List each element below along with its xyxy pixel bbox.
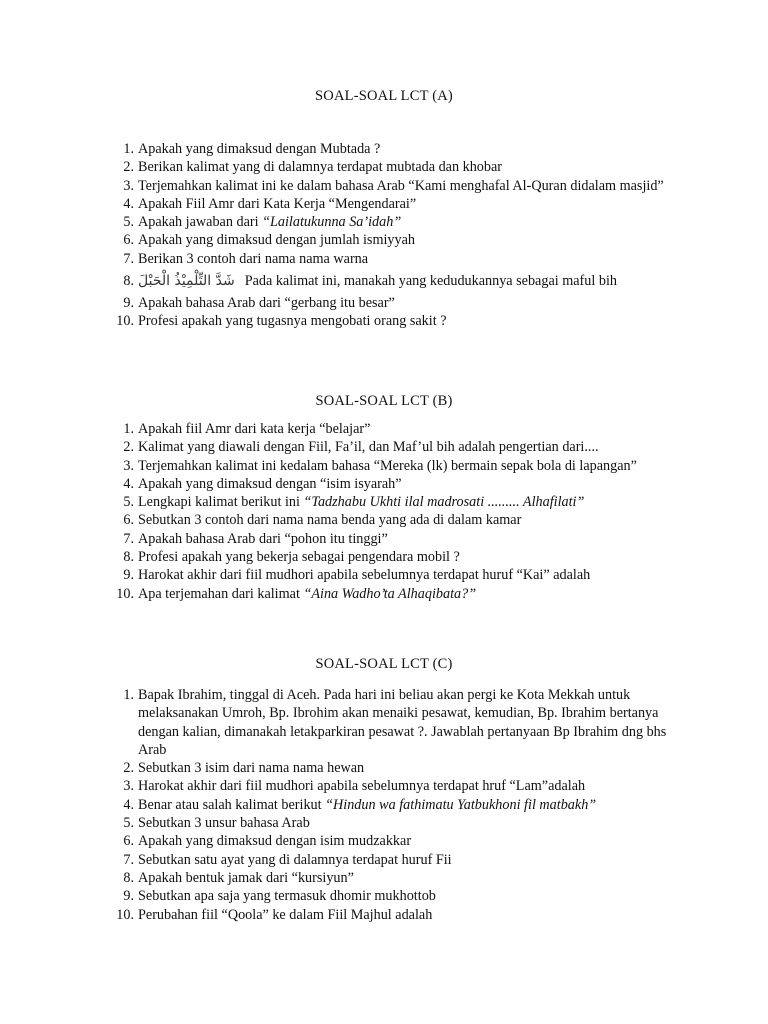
list-item: [110, 906, 670, 924]
question-text: Terjemahkan kalimat ini ke dalam bahasa Arab “Kami menghafal Al-Quran didalam masjid”: [138, 177, 664, 194]
question-text: Sebutkan apa saja yang termasuk dhomir mukhottob: [138, 888, 436, 905]
question-number: 7.: [123, 530, 134, 547]
section-title: SOAL-SOAL LCT (C): [315, 656, 453, 672]
question-text: Berikan kalimat yang di dalamnya terdapat mubtada dan khobar: [138, 159, 503, 176]
question-number: 4.: [123, 195, 134, 212]
section-title: SOAL-SOAL LCT (A): [315, 88, 453, 104]
list-item: [110, 887, 670, 905]
question-text: Sebutkan 3 contoh dari nama nama benda yang ada di dalam kamar: [138, 512, 522, 529]
list-item: [110, 294, 670, 312]
section-title: SOAL-SOAL LCT (B): [315, 393, 453, 409]
question-text: Apa terjemahan dari kalimat: [138, 585, 304, 602]
question-text: Apakah bahasa Arab dari “pohon itu tinggi”: [138, 530, 388, 547]
question-text: Profesi apakah yang tugasnya mengobati orang sakit ?: [138, 313, 447, 330]
question-number: 3.: [123, 778, 134, 795]
question-number: 9.: [123, 295, 134, 312]
question-number: 2.: [123, 159, 134, 176]
question-text: Berikan 3 contoh dari nama nama warna: [138, 250, 369, 267]
list-item: [110, 814, 670, 832]
list-item: [110, 566, 670, 584]
list-item: [110, 796, 670, 814]
question-text: Benar atau salah kalimat berikut: [138, 796, 326, 813]
list-item: [110, 530, 670, 548]
list-item: [110, 832, 670, 850]
question-text: Sebutkan 3 unsur bahasa Arab: [138, 815, 310, 832]
question-list: [110, 686, 670, 924]
question-number: 9.: [123, 888, 134, 905]
list-item: [110, 195, 670, 213]
question-number: 6.: [123, 512, 134, 529]
question-number: 7.: [123, 851, 134, 868]
question-number: 3.: [123, 457, 134, 474]
list-item: [110, 312, 670, 330]
question-italic-text: “Lailatukunna Sa’idah”: [262, 214, 402, 231]
question-number: 6.: [123, 833, 134, 850]
question-number: 8.: [123, 273, 134, 290]
question-italic-text: “Hindun wa fathimatu Yatbukhoni fil matbakh”: [325, 796, 597, 813]
question-text: Profesi apakah yang bekerja sebagai pengendara mobil ?: [138, 549, 460, 566]
question-text: Apakah Fiil Amr dari Kata Kerja “Mengendarai”: [138, 195, 417, 212]
question-number: 1.: [123, 421, 134, 437]
list-item: [110, 493, 670, 511]
question-text: Apakah bentuk jamak dari “kursiyun”: [138, 869, 354, 886]
question-number: 10.: [116, 313, 134, 330]
question-number: 10.: [116, 585, 134, 602]
question-list: [110, 140, 670, 331]
question-text: Bapak Ibrahim, tinggal di Aceh. Pada hari ini beliau akan pergi ke Kota Mekkah untuk melaksanakan Umroh, Bp. Ibrohim akan menaiki pesawat, kemudian, Bp. Ibrahim bertanya dengan kalian, dimanakah letakparkiran pesawat ?. Jawablah pertanyaan Bp Ibrahim dng bhs Arab: [138, 687, 667, 758]
question-text: Apakah yang dimaksud dengan isim mudzakkar: [138, 833, 412, 850]
question-text: Harokat akhir dari fiil mudhori apabila sebelumnya terdapat huruf “Kai” adalah: [138, 567, 591, 584]
question-number: 9.: [123, 567, 134, 584]
question-text: Sebutkan 3 isim dari nama nama hewan: [138, 760, 365, 777]
list-item: [110, 177, 670, 195]
question-number: 8.: [123, 549, 134, 566]
question-list: [110, 420, 670, 603]
question-text: Harokat akhir dari fiil mudhori apabila sebelumnya terdapat hruf “Lam”adalah: [138, 778, 586, 795]
question-text: Apakah jawaban dari: [138, 214, 263, 231]
list-item: [110, 268, 670, 294]
question-number: 5.: [123, 494, 134, 511]
question-text: Pada kalimat ini, manakah yang kedudukannya sebagai maful bih: [244, 273, 617, 290]
list-item: [110, 686, 670, 759]
question-text: Kalimat yang diawali dengan Fiil, Fa’il, dan Maf’ul bih adalah pengertian dari....: [138, 439, 599, 456]
question-number: 5.: [123, 214, 134, 231]
list-item: [110, 140, 670, 158]
question-number: 2.: [123, 439, 134, 456]
list-item: [110, 213, 670, 231]
list-item: [110, 250, 670, 268]
list-item: [110, 585, 670, 603]
list-item: [110, 158, 670, 176]
list-item: [110, 548, 670, 566]
question-text: Terjemahkan kalimat ini kedalam bahasa “Mereka (lk) bermain sepak bola di lapangan”: [138, 457, 637, 474]
question-number: 4.: [123, 796, 134, 813]
question-text: Apakah yang dimaksud dengan Mubtada ?: [138, 141, 381, 157]
list-item: [110, 511, 670, 529]
list-item: [110, 475, 670, 493]
list-item: [110, 869, 670, 887]
question-italic-text: “Tadzhabu Ukhti ilal madrosati ......... Alhafilati”: [303, 494, 585, 511]
question-text: Sebutkan satu ayat yang di dalamnya terdapat huruf Fii: [138, 851, 452, 868]
question-number: 2.: [123, 760, 134, 777]
question-text: Apakah yang dimaksud dengan jumlah ismiyyah: [138, 232, 415, 249]
question-number: 8.: [123, 869, 134, 886]
question-number: 4.: [123, 475, 134, 492]
question-italic-text: “Aina Wadho’ta Alhaqibata?”: [303, 585, 477, 602]
question-number: 1.: [123, 687, 134, 703]
question-text: Apakah yang dimaksud dengan “isim isyarah”: [138, 475, 402, 492]
list-item: [110, 759, 670, 777]
question-number: 3.: [123, 177, 134, 194]
question-text: Lengkapi kalimat berikut ini: [138, 494, 304, 511]
question-number: 5.: [123, 815, 134, 832]
list-item: [110, 457, 670, 475]
question-number: 1.: [123, 141, 134, 157]
question-number: 6.: [123, 232, 134, 249]
question-number: 10.: [116, 906, 134, 923]
question-text: Perubahan fiil “Qoola” ke dalam Fiil Majhul adalah: [138, 906, 433, 923]
arabic-sentence: شَدَّ التِّلْمِيْذُ الْحَبْلَ: [138, 273, 235, 290]
question-number: 7.: [123, 250, 134, 267]
list-item: [110, 420, 670, 438]
list-item: [110, 438, 670, 456]
question-text: Apakah bahasa Arab dari “gerbang itu besar”: [138, 295, 395, 312]
question-text: Apakah fiil Amr dari kata kerja “belajar”: [138, 421, 371, 437]
list-item: [110, 231, 670, 249]
list-item: [110, 777, 670, 795]
list-item: [110, 851, 670, 869]
